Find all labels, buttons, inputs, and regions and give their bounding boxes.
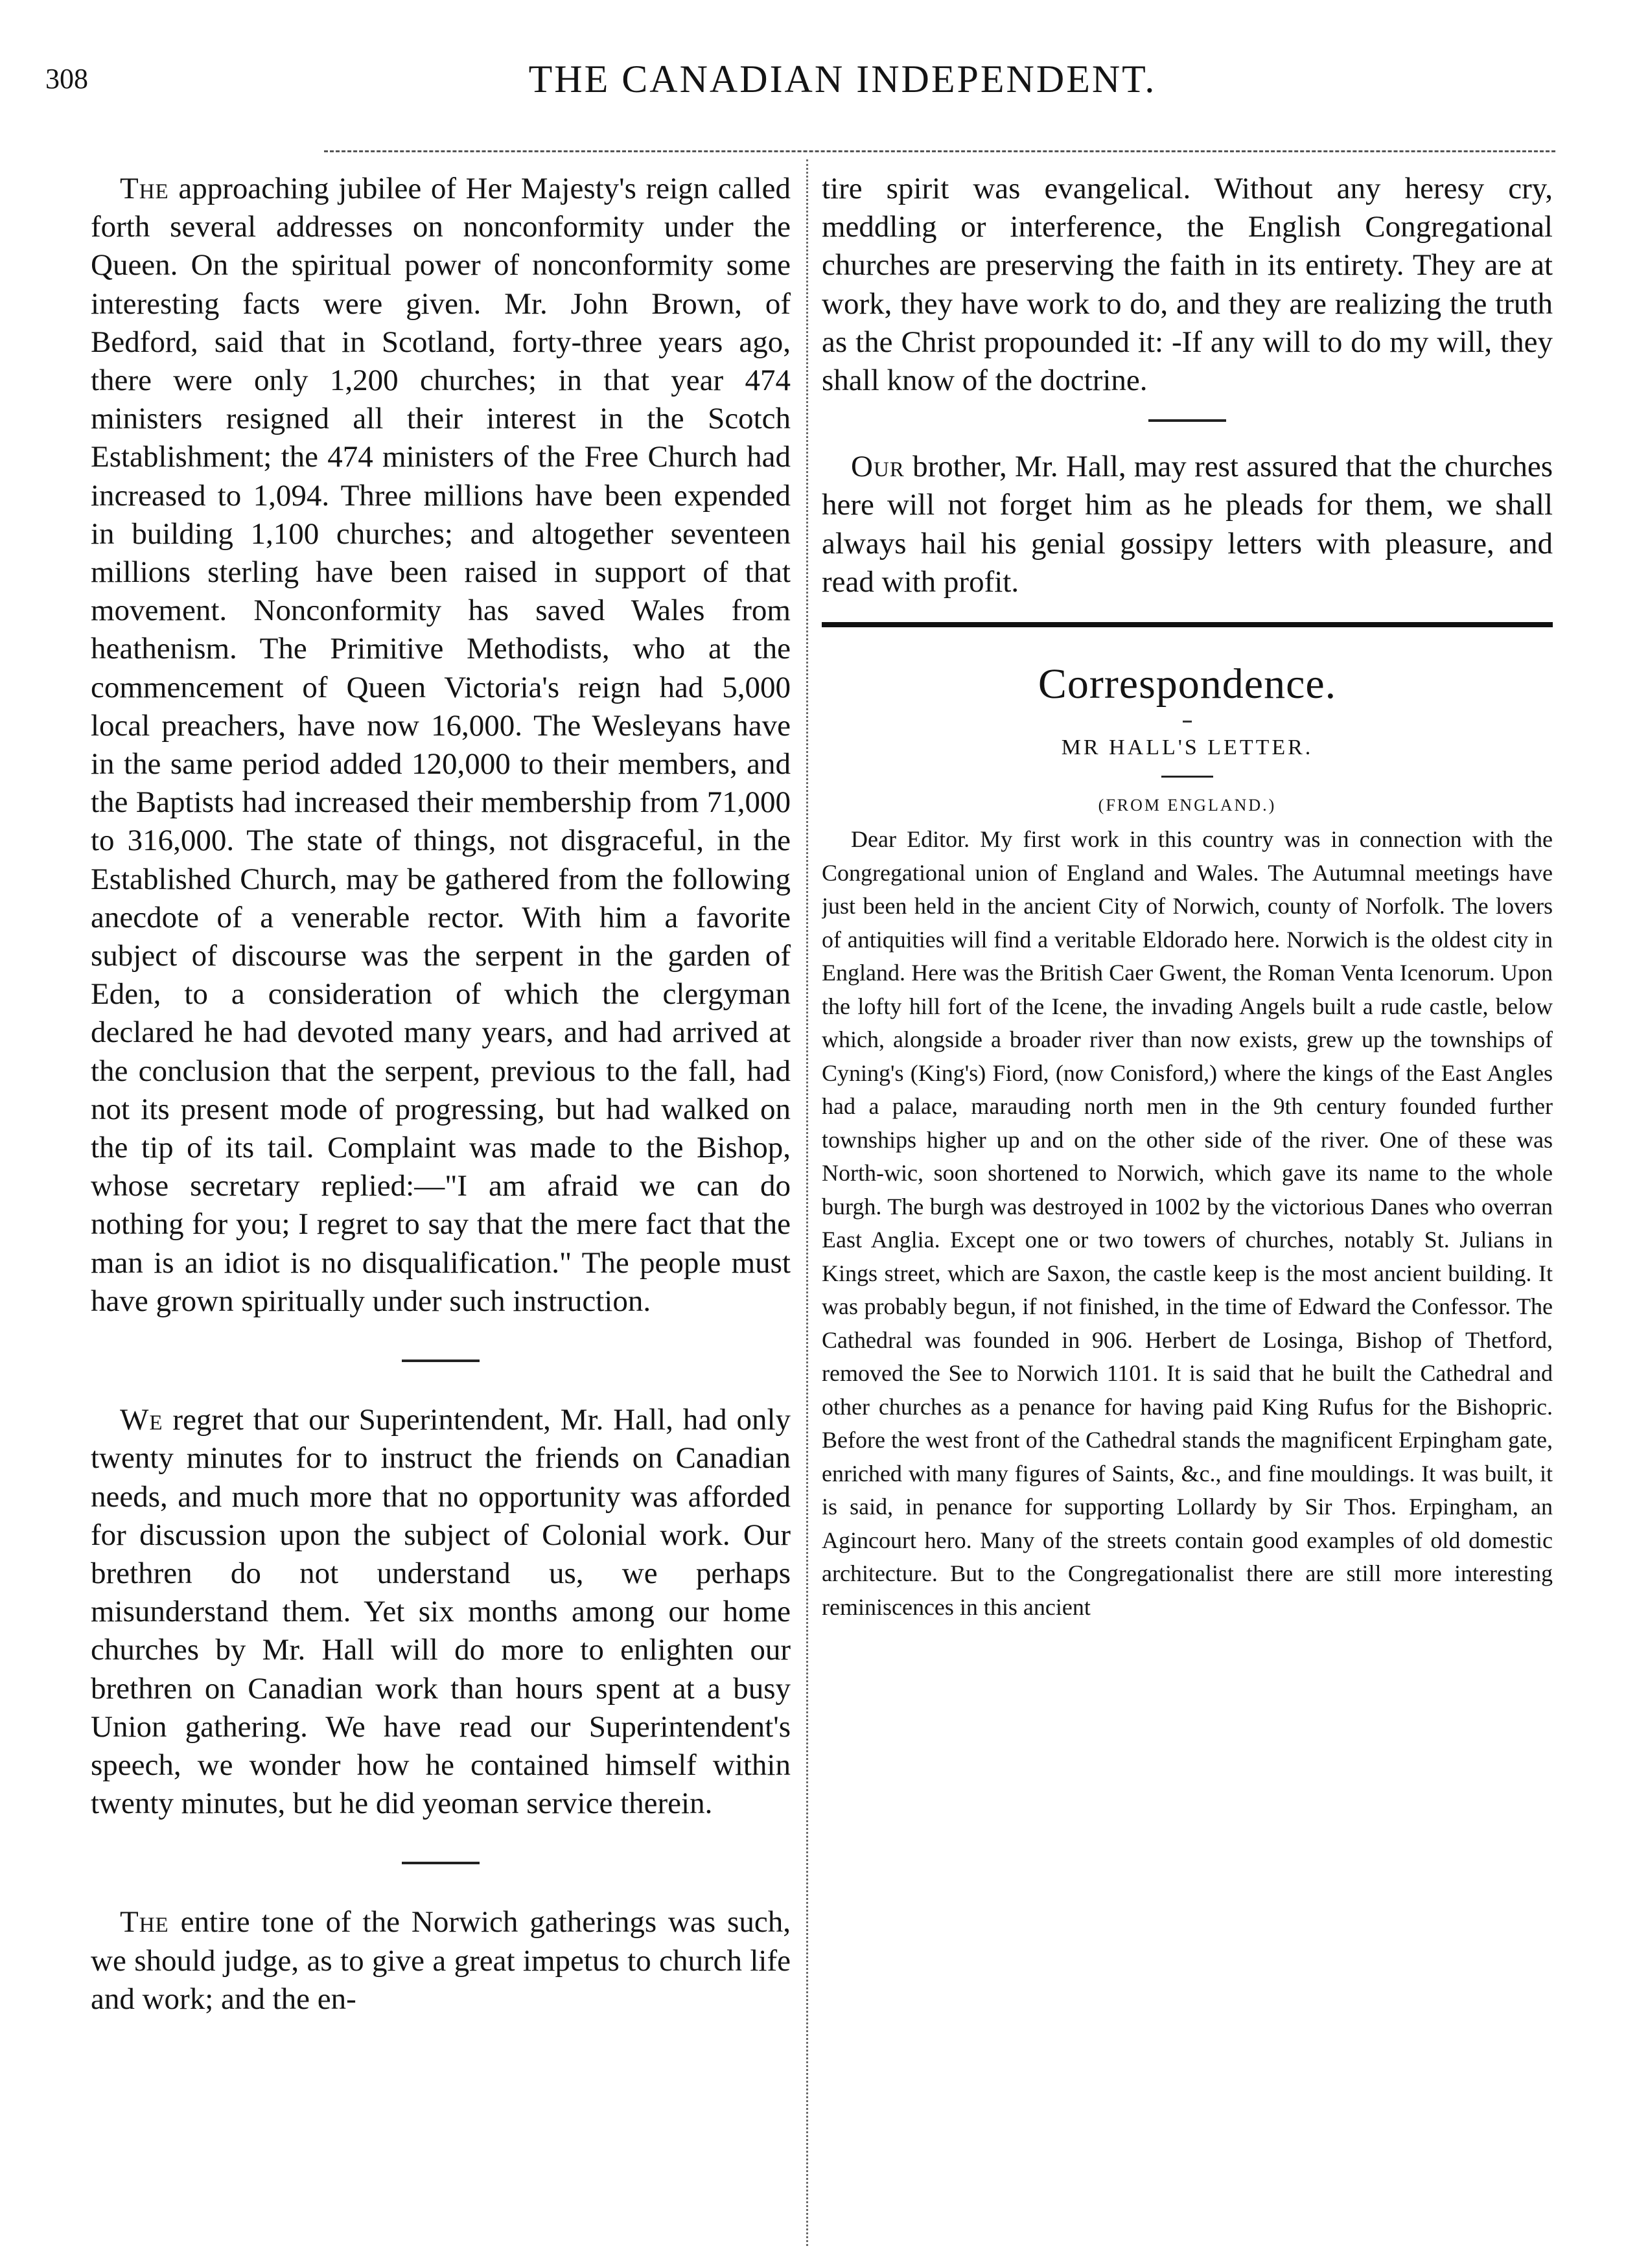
header-rule: [324, 150, 1555, 152]
section-separator: [1148, 419, 1226, 422]
section-rule: [822, 622, 1553, 627]
right-column: [822, 170, 1553, 2243]
paragraph-note: [822, 448, 1553, 601]
column-divider: [806, 159, 808, 2246]
paragraph-text: brother, Mr. Hall, may rest assured that the churches here will not forget him as he pleads for them, we shall always hail his genial gossipy letters with pleasure, and read with profit.: [822, 450, 1553, 599]
section-separator: [402, 1360, 480, 1362]
lead-word: Our: [851, 450, 905, 484]
heading-dash: [1183, 721, 1192, 723]
lead-word: The: [120, 1905, 169, 1939]
running-title: THE CANADIAN INDEPENDENT.: [528, 58, 1157, 100]
paragraph-text: regret that our Superintendent, Mr. Hall, had only twenty minutes for to instruct the friends on Canadian needs, and much more that no opportunity was afforded for discussion upon the subject of Colonial work. Our brethren do not understand us, we perhaps misunderstand them. Yet six months among our home churches by Mr. Hall will do more to enlighten our brethren on Canadian work than hours spent at a busy Union gathering. We have read our Superintendent's speech, we wonder how he contained himself within twenty minutes, but he did yeoman service therein.: [91, 1403, 791, 1821]
letter-origin: (FROM ENGLAND.): [1098, 796, 1277, 815]
paragraph-norwich: [91, 1903, 791, 2019]
correspondence-heading: Correspondence.: [1038, 660, 1337, 708]
lead-word: The: [120, 172, 169, 205]
lead-word: We: [120, 1403, 163, 1437]
paragraph-text: approaching jubilee of Her Majesty's reign called forth several addresses on nonconformity under the Queen. On the spiritual power of nonconformity some interesting facts were given. Mr. John Brown, of Bedford, said that in Scotland, forty-three years ago, there were only 1,200 churches; in that year 474 ministers resigned all their interest in the Scotch Establishment; the 474 ministers of the Free Church had increased to 1,094. Three millions have been expended in building 1,100 churches; and altogether seventeen millions sterling have been raised in support of that movement. Nonconformity has saved Wales from heathenism. The Primitive Methodists, who at the commencement of Queen Victoria's reign had 5,000 local preachers, have now 16,000. The Wesleyans have in the same period added 120,000 to their members, and the Baptists had increased their membership from 71,000 to 316,000. The state of things, not disgraceful, in the Established Church, may be gathered from the following anecdote of a venerable rector. With him a favorite subject of discourse was the serpent in the garden of Eden, to a consideration of which the clergyman declared he had devoted many years, and had arrived at the conclusion that the serpent, previous to the fall, had not its present mode of progressing, but had walked on the tip of its tail. Complaint was made to the Bishop, whose secretary replied:—"I am afraid we can do nothing for you; I regret to say that the mere fact that the man is an idiot is no disqualification." The people must have grown spiritually under such instruction.: [91, 172, 791, 1318]
paragraph-text: entire tone of the Norwich gatherings was such, we should judge, as to give a great impetus to church life and work; and the en-: [91, 1905, 791, 2016]
letter-title: MR HALL'S LETTER.: [1061, 735, 1314, 760]
paragraph-continued: tire spirit was evangelical. Without any heresy cry, meddling or interference, the English Congregational churches are preserving the faith in its entirety. They are at work, they have work to do, and they are realizing the truth as the Christ propounded it: -If any will to do my will, they shall know of the doctrine.: [822, 172, 1553, 398]
paragraph-jubilee: [91, 170, 791, 1321]
title-rule: [1161, 776, 1213, 778]
section-separator: [402, 1862, 480, 1864]
left-column: [91, 170, 791, 2243]
page-number: 308: [45, 63, 88, 95]
letter-body: Dear Editor. My first work in this country was in connection with the Congregational union of England and Wales. The Autumnal meetings have just been held in the ancient City of Norwich, county of Norfolk. The lovers of antiquities will find a veritable Eldorado here. Norwich is the oldest city in England. Here was the British Caer Gwent, the Roman Venta Icenorum. Upon the lofty hill fort of the Icene, the invading Angels built a rude castle, below which, alongside a broader river than now exists, grew up the townships of Cyning's (King's) Fiord, (now Conisford,) where the kings of the East Angles had a palace, marauding north men in the 9th century founded further townships higher up and on the other side of the river. One of these was North-wic, soon shortened to Norwich, which gave its name to the whole burgh. The burgh was destroyed in 1002 by the victorious Danes who overran East Anglia. Except one or two towers of churches, notably St. Julians in Kings street, which are Saxon, the castle keep is the most ancient building. It was probably begun, if not finished, in the time of Edward the Confessor. The Cathedral was founded in 906. Herbert de Losinga, Bishop of Thetford, removed the See to Norwich 1101. It is said that he built the Cathedral and other churches as a penance for having paid King Rufus for the Bishopric. Before the west front of the Cathedral stands the magnificent Erpingham gate, enriched with many figures of Saints, &c., and fine mouldings. It was built, it is said, in penance for supporting Lollardy by Sir Thos. Erpingham, an Agincourt hero. Many of the streets contain good examples of old domestic architecture. But to the Congregationalist there are still more interesting reminiscences in this ancient: [822, 826, 1553, 1620]
paragraph-superintendent: [91, 1401, 791, 1823]
